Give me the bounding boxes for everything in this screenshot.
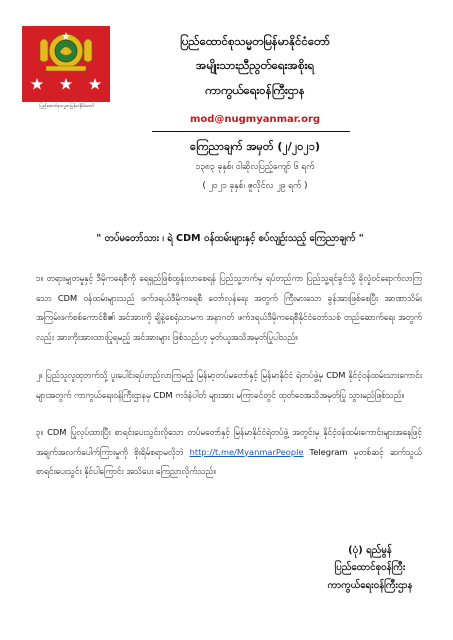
signatory-title: ပြည်ထောင်စုဝန်ကြီး [334,562,406,573]
paragraph-1: ၁။ တရားမျှတမှုနှင့် ဒီမိုကရေစီကို ရေရှည်ဖြစ်ထွန်းလာစေရန် ပြည်သူ့ဘက်မှ ရပ်တည်ကာ ပြည်သူ့ရင်ခွင်သို့ ခိုလှုံဝင်ရောက်လာကြသော CDM ဝန်ထမ်းများသည် ဖက်ဒရယ်ဒီမိုကရေစီ တော်လှန်ရေး အတွက် ကြီးမားသော ခွန်အားဖြစ်စေပြီး အာဏာသိမ်း အကြမ်းဖက်စစ်ကောင်စီ၏ အင်အားကို ချိနဲ့စေရုံသာမက အနာဂတ် ဖက်ဒရယ်ဒီမိုကရေစီနိုင်ငံတော်သစ် တည်ဆောက်ရေး အတွက်လည်း အားကိုးအားထားပြုရမည့် အင်အားများ ဖြစ်သည်ဟု မှတ်ယူအသိအမှတ်ပြုပါသည်။ [36,273,422,342]
government-body: အမျိုးသားညီညွတ်ရေးအစိုးရ [195,58,315,72]
paragraph-3-text-start: ၃။ CDM ပြုလုပ်ထားပြီး စာရင်းပေးသွင်းလိုသော တပ်မတော်နှင့် မြန်မာနိုင်ငံရဲတပ်ဖွဲ့ အတွင်းမှ နိုင်ငံ့ဝန်ထမ်းကောင်းများအနေဖြင့် အချက်အလက်ပေါက်ကြားမှုကို စိုးရိမ်စရာမလိုဘဲ [36,427,422,457]
emblem-caption: ပြည်ထောင်စုသမ္မတမြန်မာနိုင်ငံတော် [39,103,95,108]
announcement-number: ကြေညာချက် အမှတ် (၂/၂၀၂၁) [189,140,321,153]
ministry-name: ကာကွယ်ရေးဝန်ကြီးဌာန [205,83,305,97]
signatory-office: ကာကွယ်ရေးဝန်ကြီးဌာန [327,580,413,591]
paragraph-2: ၂။ ပြည်သူလူထုဘက်သို့ ပူးပေါင်းရပ်တည်လာကြမည့် မြန်မာ့တပ်မတော်နှင့် မြန်မာနိုင်ငံ ရဲတပ်ဖွဲ့မှ CDM နိုင်ငံ့ဝန်ထမ်းသားကောင်းများအတွက် ကာကွယ်ရေးဝန်ကြီးဌာနမှ CDM ကဒ်နံပါတ် များအား မကြာခင်တွင် ထုတ်ဝေအသိအမှတ်ပြု သွားမည်ဖြစ်သည်။ [36,370,422,400]
contact-email[interactable]: mod@nugmyanmar.org [189,114,321,125]
government-name: ပြည်ထောင်စုသမ္မတမြန်မာနိုင်ငံတော် [179,34,331,48]
state-emblem-icon [22,26,110,102]
header-divider [152,131,350,132]
paragraph-3-text-end: Telegram မှတစ်ဆင့် ဆက်သွယ်စာရင်းပေးသွင်း နိုင်ပါကြောင်း အသိပေး ကြေညာလိုက်သည်။ [36,446,422,476]
paragraph-3 [36,423,422,482]
announcement-date-gregorian: ( ၂၀၂၁ ခုနှစ်၊ ဇူလိုင်လ ၂၉ ရက် ) [202,181,308,191]
announcement-date-myanmar: ၁၃၈၃ ခုနှစ်၊ ဝါဆိုလပြည့်ကျော် ၆ ရက် [195,162,315,172]
announcement-subject: " တပ်မတော်သား ၊ ရဲ CDM ဝန်ထမ်းများနှင့် စပ်လျဉ်းသည့် ကြေညာချက် " [96,233,364,244]
telegram-link[interactable]: http://t.me/MyanmarPeople [189,446,304,457]
signatory-name: (ပုံ) ရည်မွန် [348,545,392,556]
